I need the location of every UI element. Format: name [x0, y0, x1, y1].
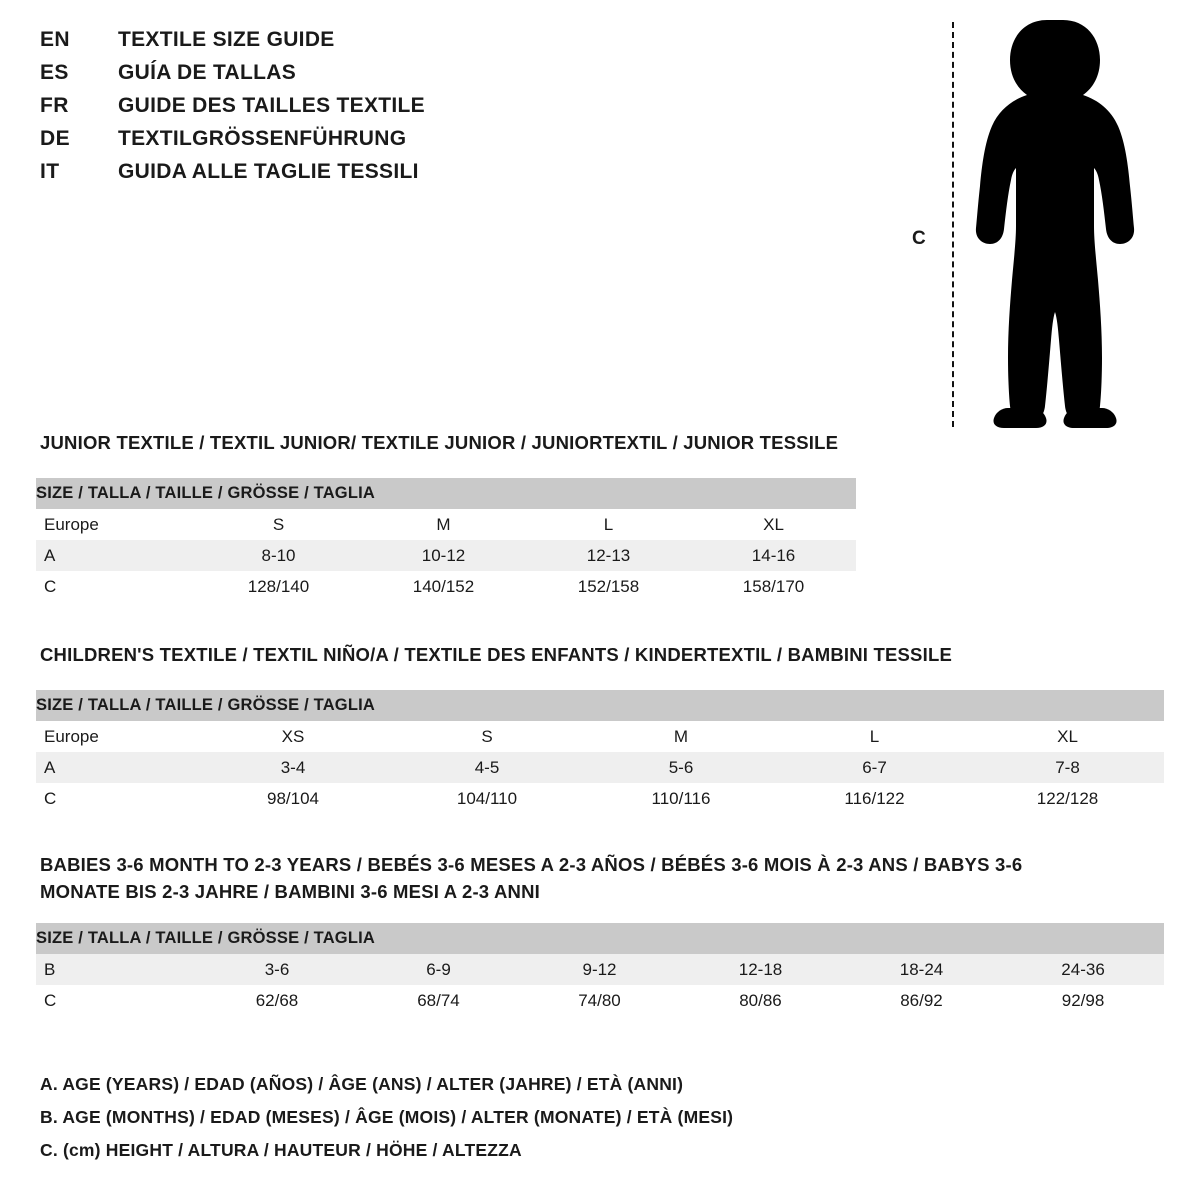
language-row [40, 127, 600, 160]
table-header-row [36, 478, 856, 509]
table-cell: 128/140 [196, 571, 361, 602]
language-title-list [40, 28, 600, 193]
language-row [40, 28, 600, 61]
row-label: B [36, 954, 196, 985]
language-code: IT [40, 160, 60, 183]
table-cell: 10-12 [361, 540, 526, 571]
height-measure-label: C [912, 228, 926, 249]
region-label: Europe [36, 509, 196, 540]
table-cell: 9-12 [519, 954, 680, 985]
size-header-cell: XL [691, 509, 856, 540]
language-code: FR [40, 94, 69, 117]
table-header-label: SIZE / TALLA / TAILLE / GRÖSSE / TAGLIA [36, 478, 856, 509]
language-title: TEXTILGRÖSSENFÜHRUNG [118, 127, 407, 150]
table-row [36, 752, 1164, 783]
section-title-children: CHILDREN'S TEXTILE / TEXTIL NIÑO/A / TEXTILE DES ENFANTS / KINDERTEXTIL / BAMBINI TESSILE [40, 644, 952, 665]
table-cell: 6-9 [358, 954, 519, 985]
table-cell: 4-5 [390, 752, 584, 783]
measurement-figure [890, 10, 1160, 430]
table-cell: 12-13 [526, 540, 691, 571]
footnote-b: B. AGE (MONTHS) / EDAD (MESES) / ÂGE (MOIS) / ALTER (MONATE) / ETÀ (MESI) [40, 1107, 734, 1127]
table-row [36, 540, 856, 571]
row-label: A [36, 752, 196, 783]
size-header-cell: XL [971, 721, 1164, 752]
language-row [40, 61, 600, 94]
table-cell: 86/92 [841, 985, 1002, 1016]
size-header-cell: L [778, 721, 971, 752]
table-header-row [36, 923, 1164, 954]
table-cell: 110/116 [584, 783, 778, 814]
row-label: A [36, 540, 196, 571]
section-title-junior: JUNIOR TEXTILE / TEXTIL JUNIOR/ TEXTILE JUNIOR / JUNIORTEXTIL / JUNIOR TESSILE [40, 432, 839, 453]
babies-size-table [36, 923, 1164, 1016]
table-cell: 140/152 [361, 571, 526, 602]
table-cell: 80/86 [680, 985, 841, 1016]
table-cell: 104/110 [390, 783, 584, 814]
size-header-cell: M [361, 509, 526, 540]
table-cell: 24-36 [1002, 954, 1164, 985]
table-row [36, 954, 1164, 985]
table-cell: 12-18 [680, 954, 841, 985]
table-cell: 7-8 [971, 752, 1164, 783]
table-header-row [36, 690, 1164, 721]
language-row [40, 94, 600, 127]
table-cell: 8-10 [196, 540, 361, 571]
table-cell: 152/158 [526, 571, 691, 602]
table-cell: 92/98 [1002, 985, 1164, 1016]
table-cell: 3-6 [196, 954, 358, 985]
language-code: EN [40, 28, 70, 51]
footnote-a: A. AGE (YEARS) / EDAD (AÑOS) / ÂGE (ANS) / ALTER (JAHRE) / ETÀ (ANNI) [40, 1074, 684, 1094]
size-header-cell: S [390, 721, 584, 752]
child-silhouette-icon [952, 18, 1157, 430]
table-header-label: SIZE / TALLA / TAILLE / GRÖSSE / TAGLIA [36, 923, 1164, 954]
table-cell: 18-24 [841, 954, 1002, 985]
row-label: C [36, 985, 196, 1016]
table-cell: 5-6 [584, 752, 778, 783]
language-title: GUÍA DE TALLAS [118, 61, 297, 84]
table-header-label: SIZE / TALLA / TAILLE / GRÖSSE / TAGLIA [36, 690, 1164, 721]
table-cell: 122/128 [971, 783, 1164, 814]
language-code: DE [40, 127, 70, 150]
table-cell: 98/104 [196, 783, 390, 814]
junior-size-table [36, 478, 856, 602]
table-cell: 14-16 [691, 540, 856, 571]
table-cell: 74/80 [519, 985, 680, 1016]
children-size-table [36, 690, 1164, 814]
language-title: TEXTILE SIZE GUIDE [118, 28, 335, 51]
language-title: GUIDE DES TAILLES TEXTILE [118, 94, 425, 117]
row-label: C [36, 571, 196, 602]
table-row [36, 783, 1164, 814]
table-cell: 116/122 [778, 783, 971, 814]
table-cell: 3-4 [196, 752, 390, 783]
table-row [36, 571, 856, 602]
size-header-cell: S [196, 509, 361, 540]
language-title: GUIDA ALLE TAGLIE TESSILI [118, 160, 419, 183]
language-code: ES [40, 61, 69, 84]
table-cell: 158/170 [691, 571, 856, 602]
table-cell: 62/68 [196, 985, 358, 1016]
size-header-cell: M [584, 721, 778, 752]
table-cell: 68/74 [358, 985, 519, 1016]
table-row [36, 509, 856, 540]
language-row [40, 160, 600, 193]
section-title-babies: BABIES 3-6 MONTH TO 2-3 YEARS / BEBÉS 3-6 MESES A 2-3 AÑOS / BÉBÉS 3-6 MOIS À 2-3 ANS / BABYS 3-6 MONATE BIS 2-3 JAHRE / BAMBINI 3-6 MESI A 2-3 ANNI [40, 854, 1023, 902]
size-header-cell: L [526, 509, 691, 540]
table-row [36, 721, 1164, 752]
table-row [36, 985, 1164, 1016]
footnote-c: C. (cm) HEIGHT / ALTURA / HAUTEUR / HÖHE / ALTEZZA [40, 1140, 522, 1160]
region-label: Europe [36, 721, 196, 752]
footnotes [40, 1068, 1040, 1167]
row-label: C [36, 783, 196, 814]
table-cell: 6-7 [778, 752, 971, 783]
size-header-cell: XS [196, 721, 390, 752]
